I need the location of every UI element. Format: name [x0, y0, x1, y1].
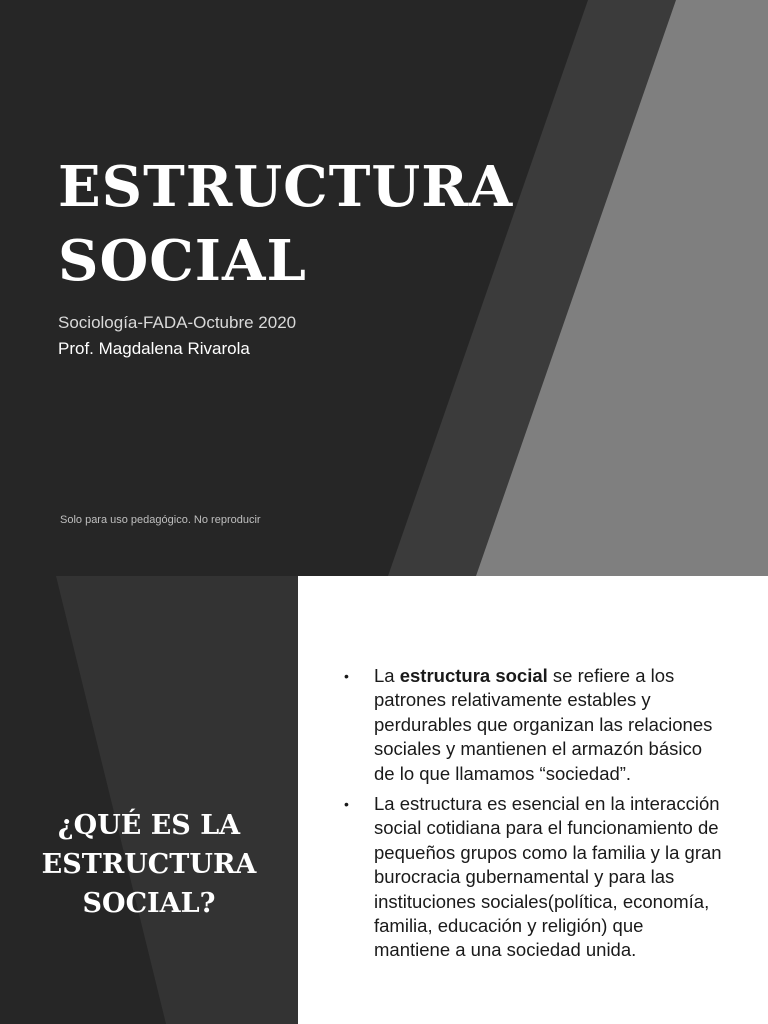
bullet-1-bold-term: estructura social — [399, 665, 548, 686]
usage-note: Solo para uso pedagógico. No reproducir — [60, 514, 261, 526]
heading-line-3: SOCIAL? — [82, 888, 216, 919]
section-heading — [0, 806, 298, 923]
title-line-2: SOCIAL — [58, 228, 307, 294]
author-name: Prof. Magdalena Rivarola — [58, 339, 250, 358]
bullet-item-2 — [342, 792, 722, 963]
bullet-icon: • — [344, 668, 349, 684]
course-subtitle: Sociología-FADA-Octubre 2020 — [58, 313, 297, 332]
definition-slide — [0, 576, 768, 1024]
bullet-2-text: La estructura es esencial en la interacción social cotidiana para el funcionamiento de pequeños grupos como la familia y la gran burocracia gubernamental y para las instituciones sociales(política, economía, familia, educación y religión) que mantiene a una sociedad unida. — [374, 793, 722, 961]
bullet-item-1 — [342, 664, 722, 786]
bullet-icon: • — [344, 796, 349, 813]
bullet-1-text: se refiere a los patrones relativamente estables y perdurables que organizan las relaciones sociales y mantienen el armazón básico de lo que llamamos “sociedad”. — [374, 665, 713, 784]
presentation-title — [58, 150, 514, 298]
bullet-1-prefix: La — [374, 665, 400, 686]
content-panel — [298, 576, 768, 1024]
bullet-list — [342, 664, 722, 969]
left-diagonal-stripe — [56, 576, 298, 1024]
heading-panel-stripe — [0, 576, 298, 1024]
heading-line-1: ¿QUÉ ES LA — [57, 810, 241, 841]
title-line-1: ESTRUCTURA — [58, 154, 514, 220]
heading-line-2: ESTRUCTURA — [41, 849, 257, 880]
heading-panel — [0, 576, 298, 1024]
